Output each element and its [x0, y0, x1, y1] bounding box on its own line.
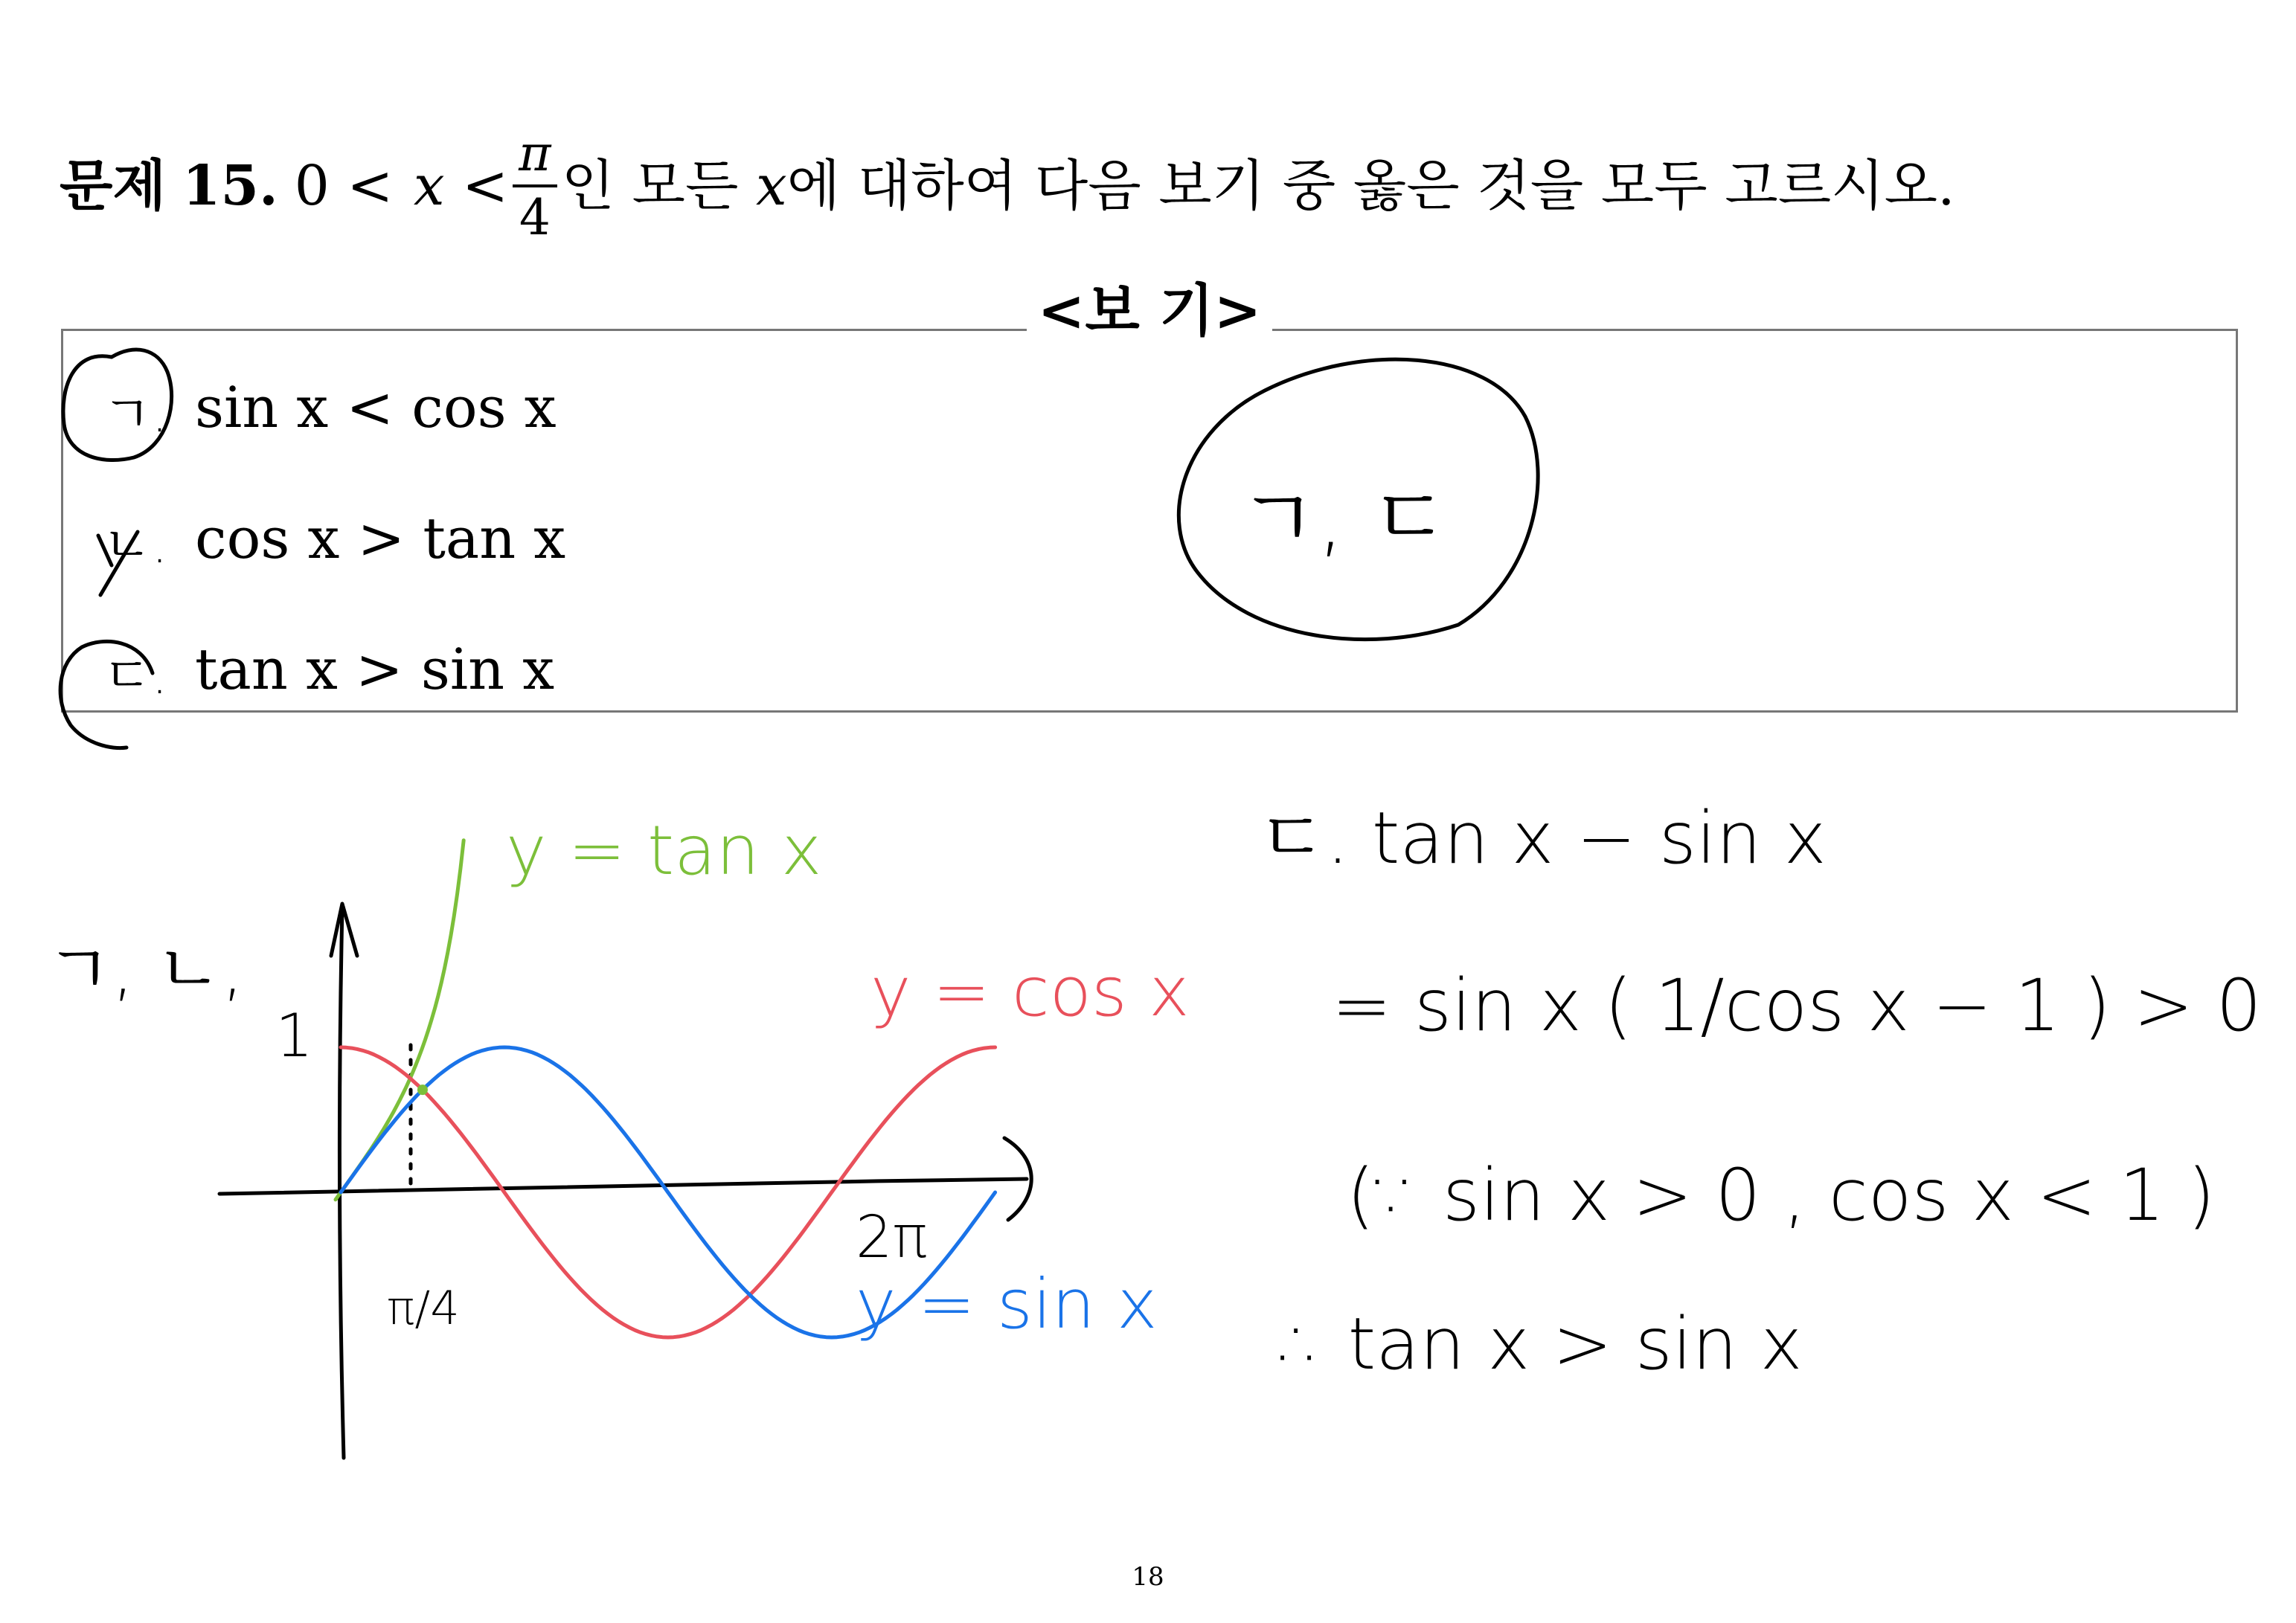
- proof-line-2: = sin x ( 1/cos x − 1 ) > 0: [1332, 964, 2262, 1047]
- tick-one: 1: [275, 1001, 313, 1070]
- y-axis: [331, 904, 357, 1458]
- tan-curve: [336, 841, 464, 1200]
- statement-b-expr: cos x > tan x: [195, 505, 566, 571]
- text-after-fraction: 인 모든: [561, 154, 739, 218]
- statement-c-label: ㄷ.: [103, 647, 168, 706]
- answer-text: ㄱ, ㄷ: [1239, 471, 1449, 566]
- variable-x-2: x: [756, 154, 787, 218]
- proof-line-3: (∵ sin x > 0 , cos x < 1 ): [1347, 1154, 2216, 1237]
- page-number: 18: [1132, 1562, 1164, 1592]
- statement-a-label: ㄱ.: [103, 385, 168, 444]
- intersection-point: [417, 1084, 428, 1095]
- inequality-lhs: 0 <: [294, 154, 394, 218]
- tick-2pi: 2π: [856, 1204, 928, 1271]
- fraction-denominator: 4: [519, 189, 551, 246]
- problem-label: 문제: [60, 154, 166, 218]
- problem-text-end: 에 대하여 다음 보기 중 옳은 것을 모두 고르시오.: [786, 154, 1955, 218]
- graph-note: ㄱ, ㄴ,: [46, 930, 244, 1009]
- tan-label: y = tan x: [506, 811, 822, 890]
- tick-pi-over-4: π/4: [387, 1281, 460, 1335]
- cos-label: y = cos x: [870, 952, 1190, 1032]
- proof-line-1: ㄷ. tan x − sin x: [1257, 797, 1827, 880]
- options-box-title: <보 기>: [1027, 274, 1272, 348]
- statement-b-label: ㄴ.: [103, 516, 168, 575]
- inequality-lt: <: [462, 154, 509, 218]
- statement-a-expr: sin x < cos x: [195, 374, 557, 440]
- sin-label: y = sin x: [856, 1264, 1158, 1344]
- variable-x: x: [413, 154, 445, 218]
- proof-line-4: ∴ tan x > sin x: [1280, 1302, 1803, 1386]
- problem-number: 15.: [182, 154, 278, 218]
- fraction-numerator: π: [519, 125, 551, 182]
- statement-c-expr: tan x > sin x: [195, 636, 555, 702]
